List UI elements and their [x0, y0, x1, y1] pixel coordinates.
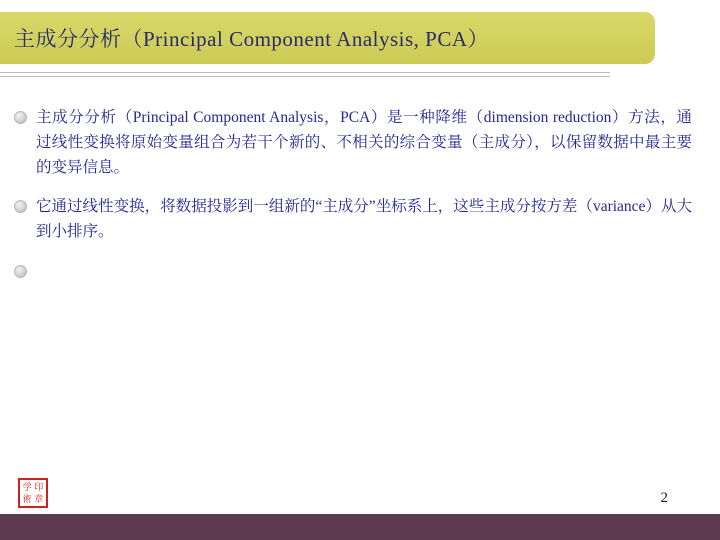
list-item: [0, 105, 720, 180]
seal-char: 印: [34, 482, 44, 492]
list-item: [0, 194, 720, 244]
seal-stamp-icon: [18, 478, 48, 508]
title-divider-top: [0, 72, 610, 73]
title-divider-bottom: [0, 76, 610, 77]
list-item-text: 主成分分析（Principal Component Analysis，PCA）是一种降维（dimension reduction）方法，通过线性变换将原始变量组合为若干个新的、不相关的综合变量（主成分），以保留数据中最主要的变异信息。: [36, 109, 692, 177]
slide-body: [0, 105, 720, 292]
list-item: [0, 259, 720, 278]
page-number: 2: [660, 490, 668, 506]
list-item-text: [36, 259, 692, 263]
bullet-dot-icon: [14, 200, 27, 213]
footer-bar: [0, 514, 720, 540]
seal-char: 学: [22, 482, 32, 492]
bullet-dot-icon: [14, 265, 27, 278]
bullet-dot-icon: [14, 111, 27, 124]
list-item-text: 它通过线性变换，将数据投影到一组新的“主成分”坐标系上，这些主成分按方差（variance）从大到小排序。: [36, 198, 692, 241]
seal-char: 術: [22, 493, 32, 504]
seal-char: 章: [34, 493, 44, 504]
page-title: 主成分分析（Principal Component Analysis, PCA）: [14, 27, 490, 51]
slide-title-banner: [0, 12, 655, 64]
